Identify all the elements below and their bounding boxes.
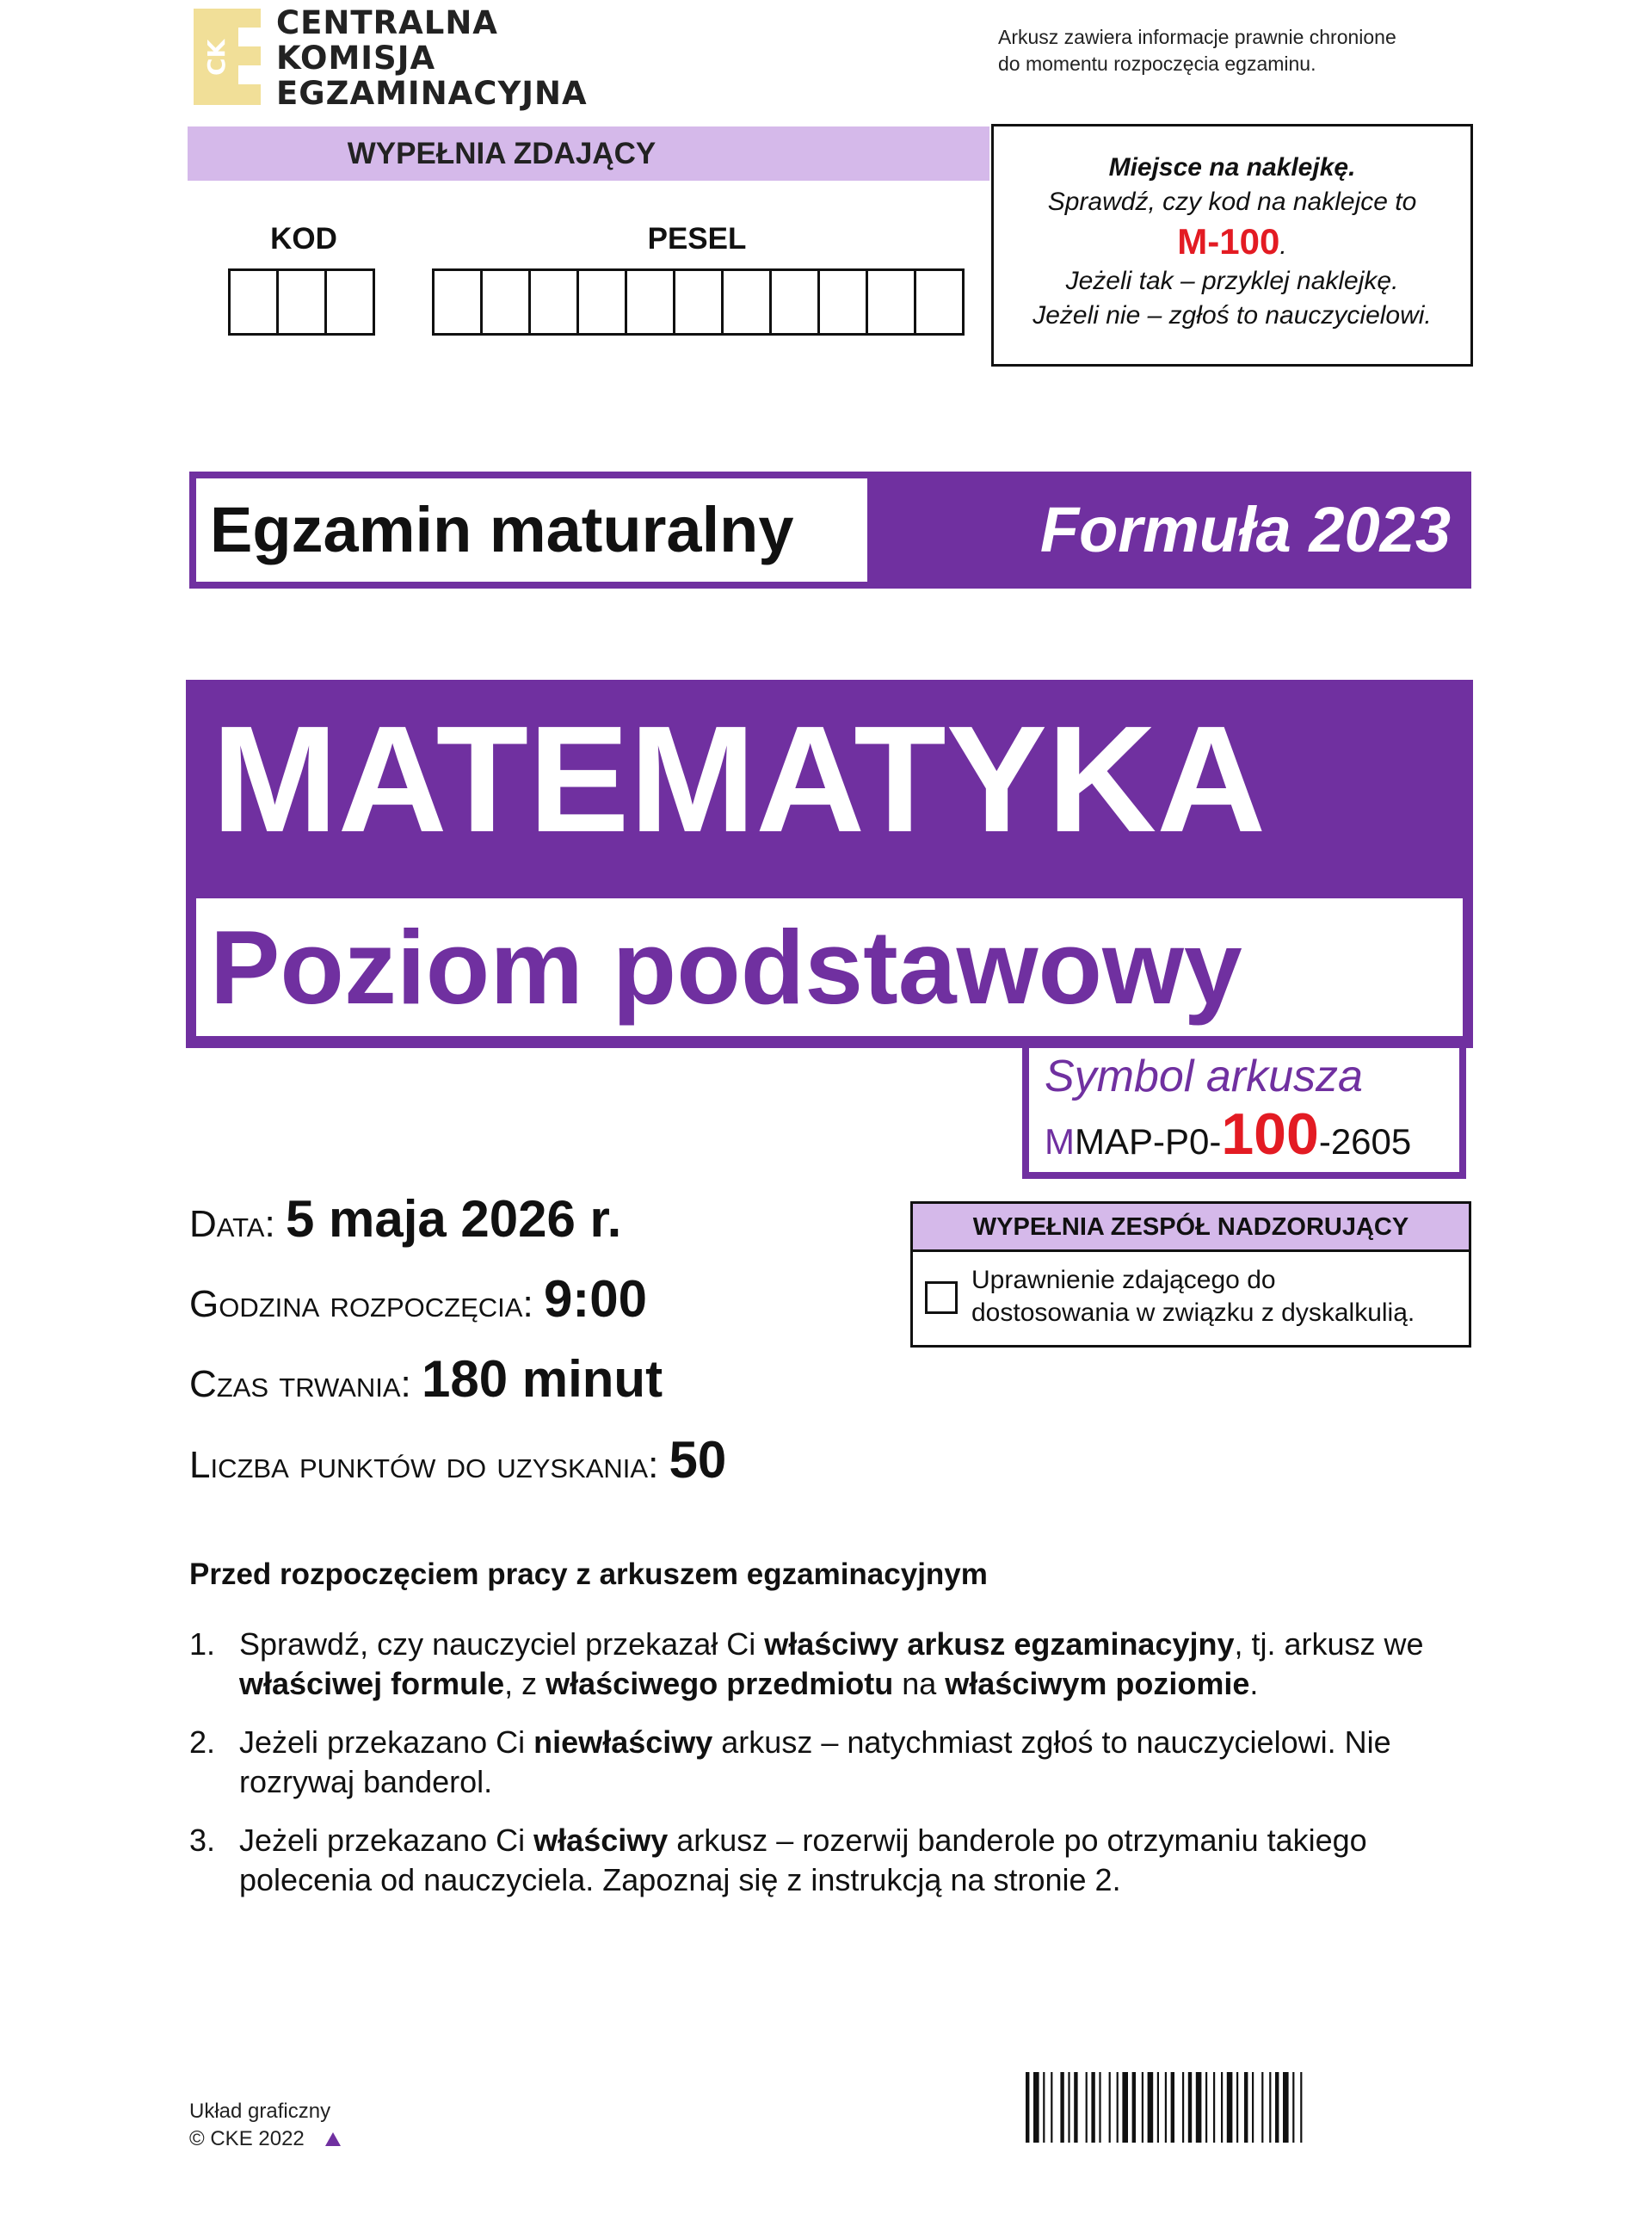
instruction-item-3: 3. Jeżeli przekazano Ci właściwy arkusz – rozerwij banderole po otrzymaniu takiego polecenia od nauczyciela. Zapoznaj się z instrukcją na stronie 2.	[189, 1823, 1367, 1897]
input-cell[interactable]	[327, 268, 375, 336]
instruction-item-2: 2. Jeżeli przekazano Ci niewłaściwy arkusz – natychmiast zgłoś to nauczycielowi. Nie rozrywaj banderol.	[189, 1724, 1391, 1799]
kod-input-cells[interactable]	[228, 268, 375, 336]
pesel-input-cells[interactable]	[432, 268, 965, 336]
instruction-item-1: 1. Sprawdź, czy nauczyciel przekazał Ci właściwy arkusz egzaminacyjny, tj. arkusz we właściwej formule, z właściwego przedmiotu na właściwym poziomie.	[189, 1626, 1424, 1701]
kod-label: KOD	[270, 222, 337, 256]
sticker-yes-line: Jeżeli tak – przyklej naklejkę.	[1065, 267, 1399, 295]
footer-credit: Układ graficzny © CKE 2022	[189, 2098, 341, 2153]
input-cell[interactable]	[868, 268, 916, 336]
dyscalculia-label: Uprawnienie zdającego do dostosowania w związku z dyskalkulią.	[971, 1266, 1415, 1327]
subject-title: MATEMATYKA	[212, 695, 1267, 864]
sticker-check-text: Sprawdź, czy kod na naklejce to	[1047, 188, 1417, 216]
logo-line-2: KOMISJA	[276, 40, 436, 77]
supervisor-box	[910, 1201, 1471, 1348]
exam-start-hour: Godzina rozpoczęcia: 9:00	[189, 1270, 648, 1328]
input-cell[interactable]	[531, 268, 579, 336]
triangle-icon	[325, 2132, 341, 2146]
exam-formula: Formuła 2023	[1039, 494, 1451, 565]
input-cell[interactable]	[483, 268, 531, 336]
input-cell[interactable]	[675, 268, 724, 336]
input-cell[interactable]	[772, 268, 820, 336]
exam-name: Egzamin maturalny	[196, 478, 867, 582]
sheet-symbol-label: Symbol arkusza	[1045, 1052, 1363, 1101]
input-cell[interactable]	[231, 268, 279, 336]
logo-mark-text: CK	[202, 39, 231, 77]
sticker-placeholder-box: Miejsce na naklejkę. Sprawdź, czy kod na naklejce to M-100. Jeżeli tak – przyklej naklejkę. Jeżeli nie – zgłoś to nauczycielowi.	[991, 124, 1473, 367]
instructions-list	[189, 1625, 1463, 1919]
input-cell[interactable]	[820, 268, 868, 336]
input-cell[interactable]	[279, 268, 327, 336]
subject-box	[186, 680, 1473, 1048]
input-cell[interactable]	[579, 268, 627, 336]
exam-title-bar	[189, 472, 1471, 589]
exam-points: Liczba punktów do uzyskania: 50	[189, 1431, 727, 1489]
input-cell[interactable]	[724, 268, 772, 336]
dyscalculia-checkbox[interactable]	[925, 1281, 958, 1314]
sticker-title: Miejsce na naklejkę.	[1108, 153, 1356, 182]
sheet-symbol-box	[1022, 1041, 1466, 1179]
cke-logo-mark	[194, 9, 261, 105]
logo-wordmark	[276, 5, 588, 111]
barcode-icon	[1024, 2072, 1435, 2143]
supervisor-heading: WYPEŁNIA ZESPÓŁ NADZORUJĄCY	[913, 1204, 1469, 1252]
exam-date: Data: 5 maja 2026 r.	[189, 1190, 622, 1248]
sticker-code: M-100	[1177, 221, 1280, 262]
input-cell[interactable]	[435, 268, 483, 336]
exam-duration: Czas trwania: 180 minut	[189, 1350, 663, 1408]
input-cell[interactable]	[916, 268, 965, 336]
logo-line-1: CENTRALNA	[276, 4, 498, 41]
cke-logo	[194, 4, 588, 112]
candidate-fill-label: WYPEŁNIA ZDAJĄCY	[347, 137, 656, 170]
input-cell[interactable]	[627, 268, 675, 336]
pesel-label: PESEL	[647, 222, 747, 256]
protected-info-note: Arkusz zawiera informacje prawnie chronione do momentu rozpoczęcia egzaminu.	[998, 26, 1396, 75]
subject-level: Poziom podstawowy	[210, 909, 1242, 1026]
instructions-title: Przed rozpoczęciem pracy z arkuszem egzaminacyjnym	[189, 1557, 988, 1591]
sticker-no-line: Jeżeli nie – zgłoś to nauczycielowi.	[1032, 301, 1432, 330]
candidate-fill-bar	[188, 126, 989, 181]
logo-line-3: EGZAMINACYJNA	[276, 75, 588, 112]
sheet-symbol-code: MMAP-P0-100-2605	[1045, 1101, 1412, 1167]
level-box	[196, 898, 1463, 1036]
